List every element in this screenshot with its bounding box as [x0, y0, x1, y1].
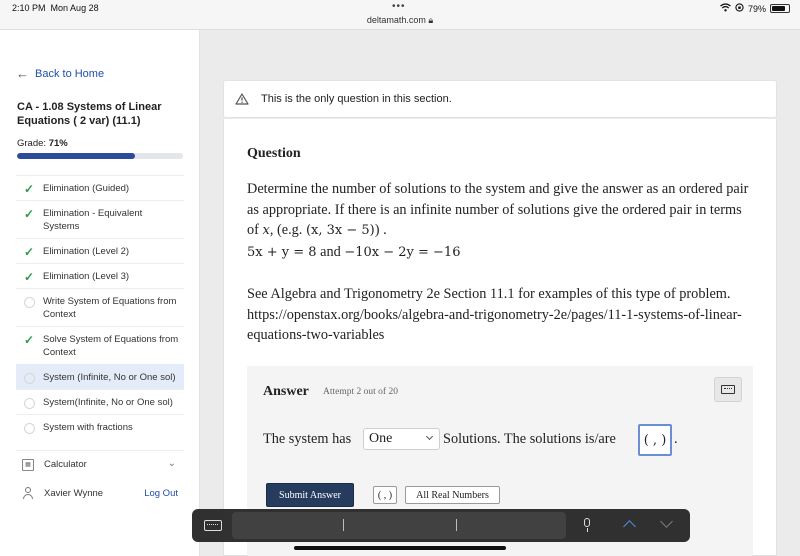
- math-variable: x: [262, 223, 270, 239]
- incomplete-circle-icon: [22, 295, 36, 309]
- chevron-up-icon[interactable]: [623, 520, 636, 533]
- back-label: Back to Home: [35, 67, 105, 80]
- screen-rotation-lock-icon: [735, 3, 744, 14]
- ordered-pair-chip[interactable]: ( , ): [373, 486, 397, 504]
- incomplete-circle-icon: [22, 371, 36, 385]
- battery-percent: 79%: [747, 3, 766, 14]
- sidebar-item-elimination-level-3[interactable]: ✓ Elimination (Level 3): [16, 263, 184, 288]
- checkmark-icon: ✓: [23, 244, 35, 259]
- lock-icon: 🔒︎: [428, 15, 434, 25]
- sidebar-item-elimination-level-2[interactable]: ✓ Elimination (Level 2): [16, 238, 184, 263]
- equation-2: −10x − 2y = −16: [344, 245, 461, 261]
- incomplete-circle-icon: [22, 396, 36, 410]
- sidebar-item-solve-system[interactable]: ✓ Solve System of Equations from Context: [16, 326, 184, 364]
- logout-link[interactable]: Log Out: [144, 487, 178, 499]
- keyboard-shortcut-bar: [192, 509, 690, 542]
- chevron-down-icon: [426, 433, 433, 440]
- answer-prefix: The system has: [263, 431, 352, 447]
- keyboard-toggle-button[interactable]: [714, 377, 742, 402]
- ordered-pair-input[interactable]: ( , ): [638, 424, 672, 456]
- solutions-count-select[interactable]: One: [363, 428, 440, 450]
- keyboard-icon[interactable]: [204, 520, 222, 531]
- course-title: CA - 1.08 Systems of Linear Equations ( 2 var) (11.1): [17, 101, 162, 127]
- assignment-list: [16, 175, 184, 439]
- question-heading: Question: [247, 146, 301, 161]
- suggestion-divider: [343, 519, 344, 531]
- sidebar-item-elimination-equivalent[interactable]: ✓ Elimination - Equivalent Systems: [16, 200, 184, 238]
- math-example: (x, 3x − 5): [305, 223, 375, 239]
- checkmark-icon: ✓: [23, 181, 35, 196]
- sidebar-item-write-system[interactable]: Write System of Equations from Context: [16, 288, 184, 326]
- back-to-home-link[interactable]: [16, 66, 104, 81]
- all-real-numbers-chip[interactable]: All Real Numbers: [405, 486, 500, 504]
- user-name: Xavier Wynne: [44, 487, 104, 499]
- checkmark-icon: ✓: [23, 332, 35, 347]
- grade-label: Grade: 71%: [17, 138, 68, 149]
- attempt-counter: Attempt 2 out of 20: [323, 387, 398, 397]
- equation-1: 5x + y = 8: [247, 245, 317, 261]
- incomplete-circle-icon: [22, 421, 36, 435]
- calculator-toggle[interactable]: ▦ Calculator ⌄: [16, 450, 184, 478]
- answer-middle: Solutions. The solutions is/are: [443, 431, 616, 447]
- wifi-icon: [720, 3, 731, 14]
- grade-value: 71%: [48, 138, 68, 149]
- more-dots-icon[interactable]: •••: [392, 1, 406, 12]
- warning-icon: [235, 93, 249, 105]
- answer-suffix: .: [674, 431, 678, 447]
- chevron-down-icon: ⌄: [167, 458, 176, 469]
- checkmark-icon: ✓: [23, 206, 35, 221]
- keyboard-icon: [721, 385, 735, 394]
- url-bar[interactable]: deltamath.com 🔒︎: [366, 15, 434, 25]
- battery-icon: [770, 4, 790, 13]
- home-indicator: [294, 546, 506, 550]
- reference-text: See Algebra and Trigonometry 2e Section 11.1 for examples of this type of problem. https://openstax.org/books/algebra-and-trigonometry-2e/pages/11-1-systems-of-linear-equations-two-variables: [247, 286, 742, 344]
- chevron-down-icon[interactable]: [660, 515, 673, 528]
- user-row: [16, 482, 184, 504]
- sidebar: [0, 30, 200, 556]
- submit-answer-button[interactable]: Submit Answer: [266, 483, 354, 507]
- arrow-left-icon: ←: [16, 66, 29, 81]
- microphone-icon[interactable]: [583, 518, 591, 532]
- sidebar-item-system-infinite-current[interactable]: System (Infinite, No or One sol): [16, 364, 184, 389]
- suggestion-field[interactable]: [232, 512, 566, 539]
- sidebar-item-system-infinite[interactable]: System(Infinite, No or One sol): [16, 389, 184, 414]
- status-time: 2:10 PM Mon Aug 28: [12, 3, 99, 13]
- section-notice: [223, 80, 777, 118]
- grade-progress-bar: [17, 153, 183, 159]
- answer-heading: Answer: [263, 384, 309, 399]
- sidebar-item-elimination-guided[interactable]: ✓ Elimination (Guided): [16, 175, 184, 200]
- notice-text: This is the only question in this section.: [261, 93, 452, 105]
- suggestion-divider: [456, 519, 457, 531]
- question-text: Determine the number of solutions to the system and give the answer as an ordered pair as appropriate. If there is an infinite number of solutions give the ordered pair in terms of x, (e.g. (x, 3x − 5)) . 5x + y = 8 and −10x − 2y = −16: [247, 181, 749, 261]
- calculator-icon: ▦: [22, 459, 34, 471]
- sidebar-item-system-fractions[interactable]: System with fractions: [16, 414, 184, 439]
- user-icon: [22, 487, 34, 499]
- status-right: [720, 3, 790, 14]
- checkmark-icon: ✓: [23, 269, 35, 284]
- status-bar: [0, 0, 800, 30]
